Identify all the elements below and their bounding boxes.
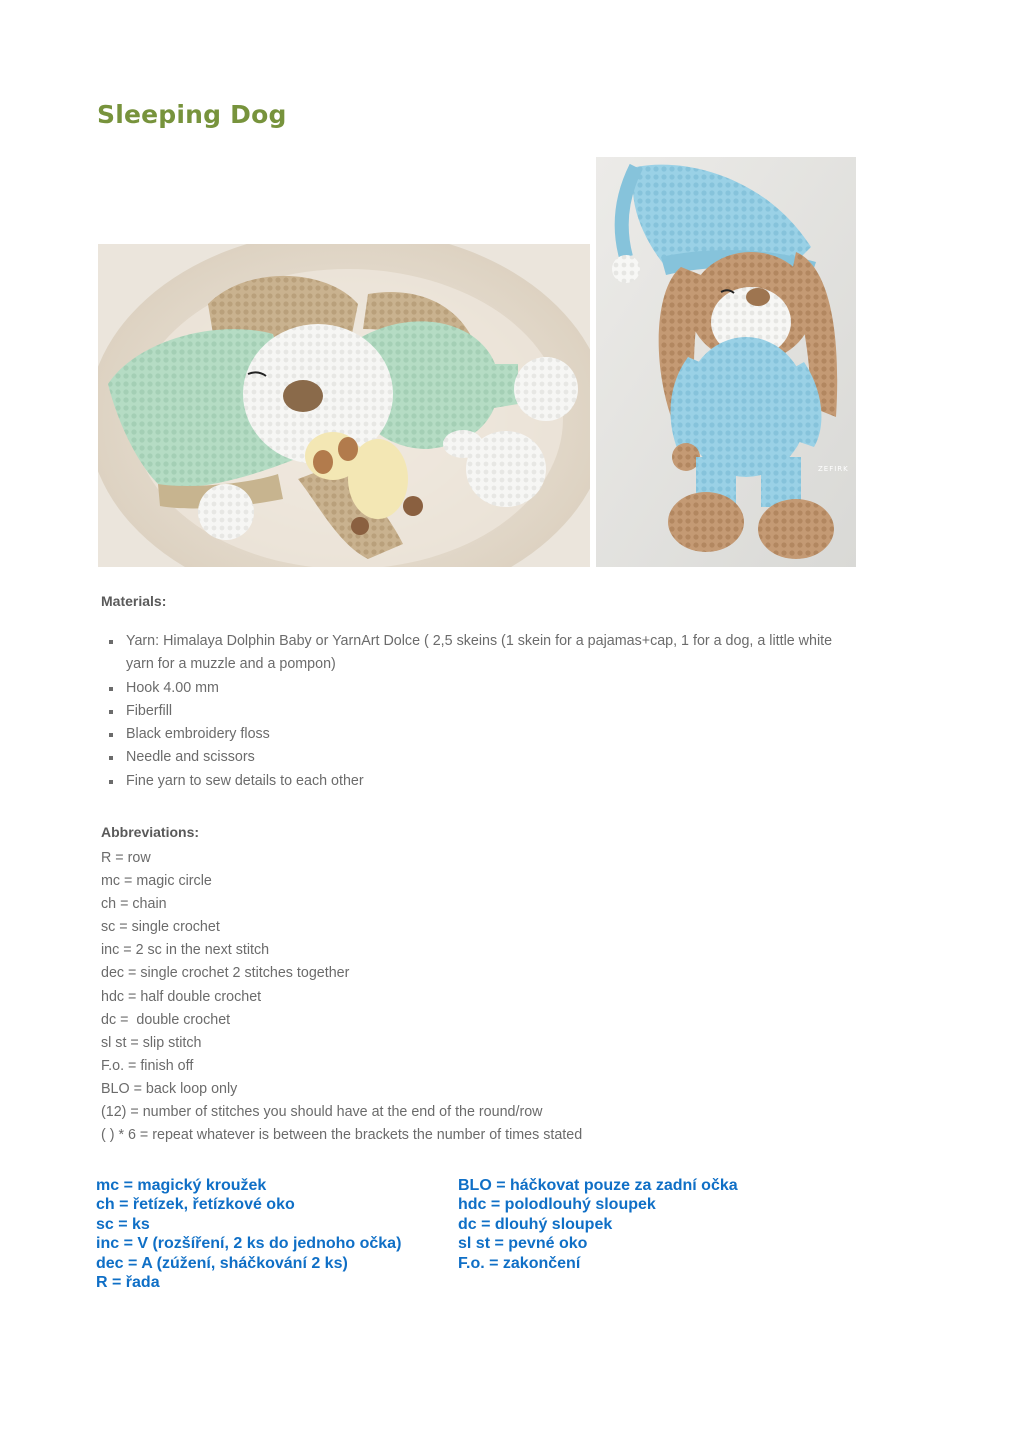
photo-standing-dog-blue <box>596 157 856 567</box>
abbreviation-row: F.o. = finish off <box>101 1057 194 1074</box>
abbreviation-row: hdc = half double crochet <box>101 988 262 1005</box>
abbreviation-row: R = row <box>101 850 151 866</box>
czech-row: R = řada <box>96 1274 160 1292</box>
abbreviation-row: BLO = back loop only <box>101 1080 238 1097</box>
list-item: Hook 4.00 mm <box>126 677 846 700</box>
abbreviation-row: inc = 2 sc in the next stitch <box>101 942 270 959</box>
abbreviation-row: dec = single crochet 2 stitches together <box>101 965 350 982</box>
czech-row: dc = dlouhý sloupek <box>458 1215 613 1233</box>
abbreviation-row: ( ) * 6 = repeat whatever is between the brackets the number of times stated <box>101 1127 583 1144</box>
abbreviation-row: dc = double crochet <box>101 1011 231 1028</box>
czech-row: mc = magický kroužek <box>96 1177 267 1194</box>
abbreviations-heading: Abbreviations: <box>101 824 200 840</box>
list-item: Needle and scissors <box>126 746 846 769</box>
abbreviation-row: (12) = number of stitches you should have at the end of the round/row <box>101 1104 543 1121</box>
abbreviation-row: ch = chain <box>101 896 167 913</box>
materials-heading: Materials: <box>101 593 167 609</box>
abbreviation-row: sl st = slip stitch <box>101 1034 202 1051</box>
czech-row: hdc = polodlouhý sloupek <box>458 1196 656 1214</box>
abbreviation-row: sc = single crochet <box>101 919 220 936</box>
list-item: Fiberfill <box>126 700 846 723</box>
czech-abbreviations-right <box>458 1176 738 1273</box>
photo-watermark: ZEFIRK <box>818 465 849 473</box>
czech-row: ch = řetízek, řetízkové oko <box>96 1196 295 1214</box>
list-item: Fine yarn to sew details to each other <box>126 770 846 793</box>
czech-abbreviations-left <box>96 1176 401 1292</box>
abbreviation-row: mc = magic circle <box>101 873 212 890</box>
czech-row: sl st = pevné oko <box>458 1235 588 1253</box>
materials-list <box>126 630 846 793</box>
abbreviations-list <box>101 847 582 1147</box>
list-item: Black embroidery floss <box>126 723 846 746</box>
czech-row: inc = V (rozšíření, 2 ks do jednoho očka) <box>96 1235 402 1253</box>
czech-row: BLO = háčkovat pouze za zadní očka <box>458 1177 738 1194</box>
czech-row: F.o. = zakončení <box>458 1254 581 1272</box>
czech-row: sc = ks <box>96 1215 150 1233</box>
czech-row: dec = A (zúžení, sháčkování 2 ks) <box>96 1254 348 1272</box>
list-item: Yarn: Himalaya Dolphin Baby or YarnArt Dolce ( 2,5 skeins (1 skein for a pajamas+cap, 1 for a dog, a little white yarn for a muzzle and a pompon) <box>126 630 846 677</box>
photo-sleeping-dog-mint <box>98 244 590 567</box>
page-title: Sleeping Dog <box>97 100 287 129</box>
